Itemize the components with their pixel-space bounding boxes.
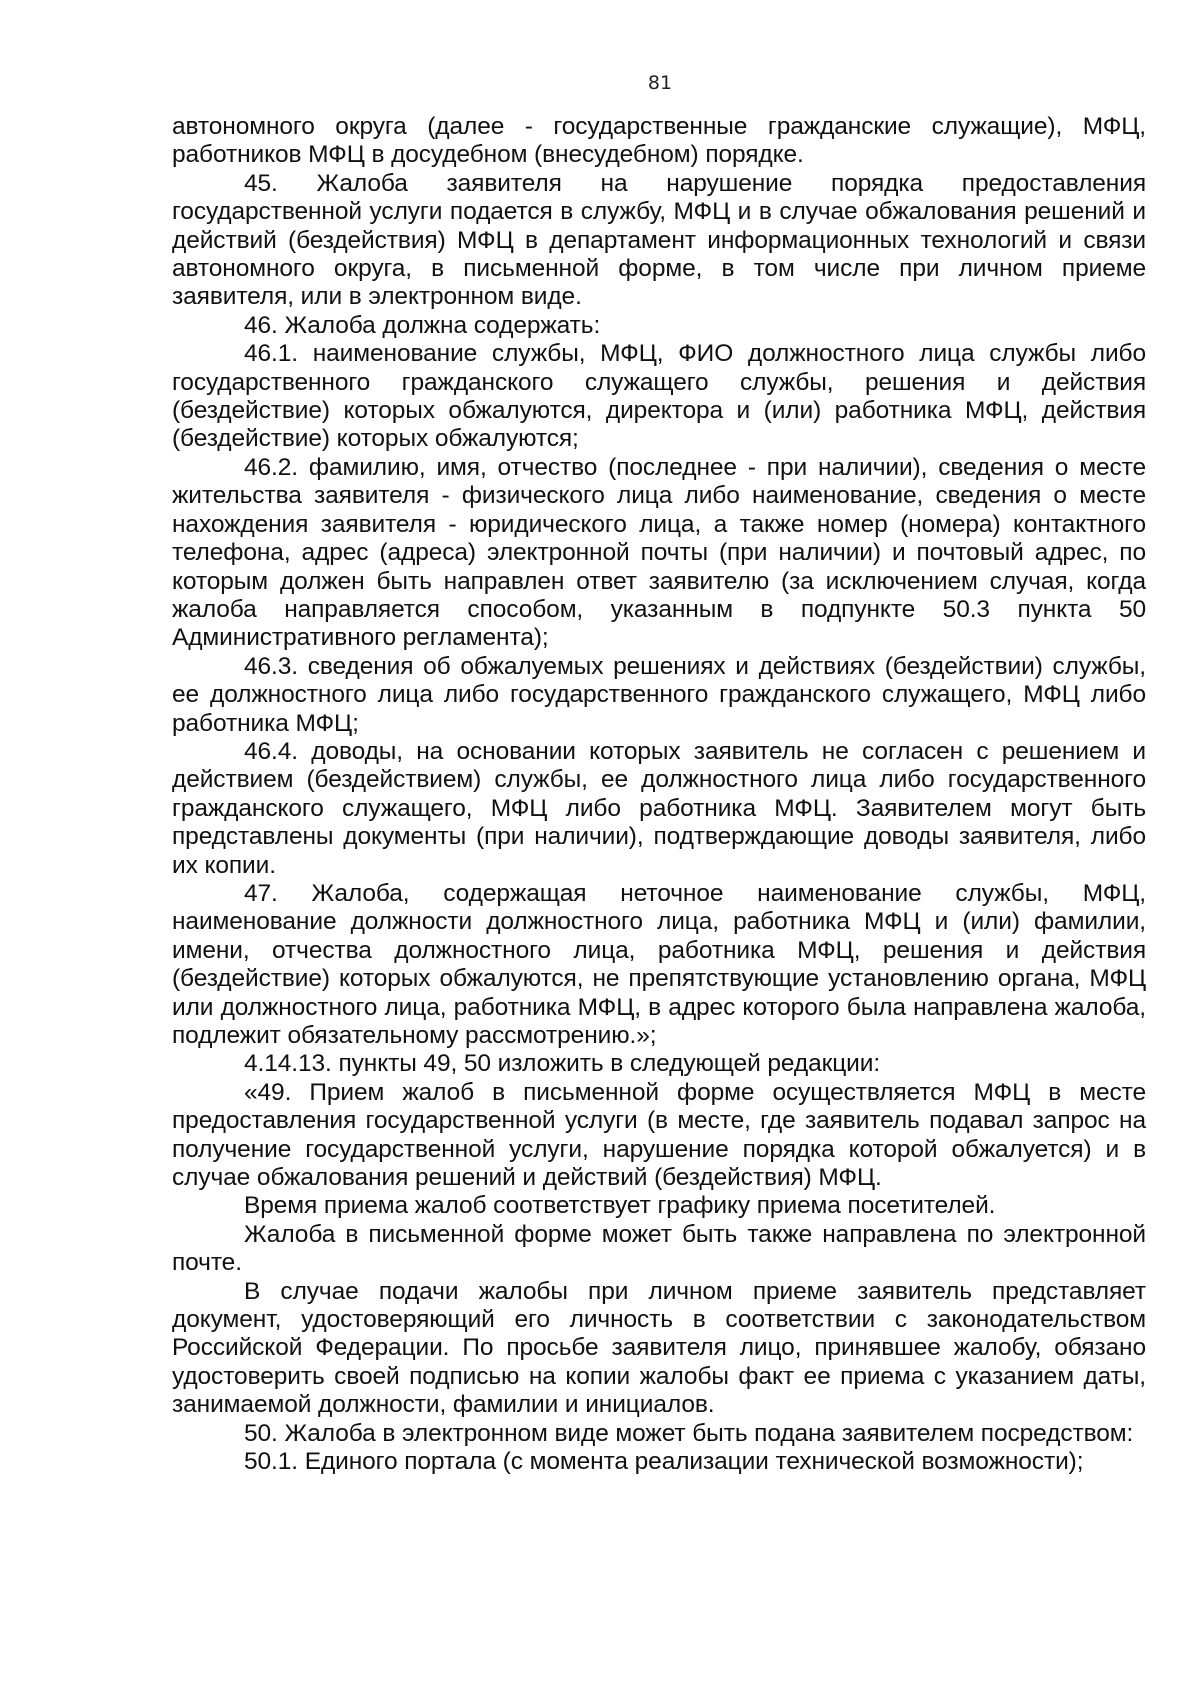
page-number: 81 xyxy=(647,72,673,94)
paragraph-46-1: 46.1. наименование службы, МФЦ, ФИО должностного лица службы либо государственного гражданского служащего службы, решения и действия (бездействие) которых обжалуются, директора и (или) работника МФЦ, действия (бездействие) которых обжалуются; xyxy=(172,340,1146,453)
paragraph-46-3: 46.3. сведения об обжалуемых решениях и действиях (бездействии) службы, ее должностного лица либо государственного гражданского служащего, МФЦ либо работника МФЦ; xyxy=(172,652,1146,737)
paragraph-49-schedule: Время приема жалоб соответствует графику приема посетителей. xyxy=(244,1192,996,1220)
paragraph-47: 47. Жалоба, содержащая неточное наименование службы, МФЦ, наименование должности должностного лица, работника МФЦ и (или) фамилии, имени, отчества должностного лица, работника МФЦ, решения и действия (бездействие) которых обжалуются, не препятствующие установлению органа, МФЦ или должностного лица, работника МФЦ, в адрес которого была направлена жалоба, подлежит обязательному рассмотрению.»; xyxy=(172,879,1146,1049)
document-body xyxy=(172,113,1146,1477)
paragraph-4-14-13: 4.14.13. пункты 49, 50 изложить в следующей редакции: xyxy=(244,1050,881,1078)
paragraph-50-1: 50.1. Единого портала (с момента реализации технической возможности); xyxy=(244,1448,1084,1476)
paragraph-46-4: 46.4. доводы, на основании которых заявитель не согласен с решением и действием (бездействием) службы, ее должностного лица либо государственного гражданского служащего, МФЦ либо работника МФЦ. Заявителем могут быть представлены документы (при наличии), подтверждающие доводы заявителя, либо их копии. xyxy=(172,737,1146,879)
paragraph-49: «49. Прием жалоб в письменной форме осуществляется МФЦ в месте предоставления государственной услуги (в месте, где заявитель подавал запрос на получение государственной услуги, нарушение порядка которой обжалуется) и в случае обжалования решений и действий (бездействия) МФЦ. xyxy=(172,1078,1146,1192)
paragraph-46-2: 46.2. фамилию, имя, отчество (последнее - при наличии), сведения о месте жительства заявителя - физического лица либо наименование, сведения о месте нахождения заявителя - юридического лица, а также номер (номера) контактного телефона, адрес (адреса) электронной почты (при наличии) и почтовый адрес, по которым должен быть направлен ответ заявителю (за исключением случая, когда жалоба направляется способом, указанным в подпункте 50.3 пункта 50 Административного регламента); xyxy=(172,453,1146,652)
paragraph-49-email: Жалоба в письменной форме может быть также направлена по электронной почте. xyxy=(172,1220,1146,1277)
paragraph-45: 45. Жалоба заявителя на нарушение порядка предоставления государственной услуги подается в службу, МФЦ и в случае обжалования решений и действий (бездействия) МФЦ в департамент информационных технологий и связи автономного округа, в письменной форме, в том числе при личном приеме заявителя, или в электронном виде. xyxy=(172,169,1146,311)
paragraph-continuation: автономного округа (далее - государственные гражданские служащие), МФЦ, работников МФЦ в досудебном (внесудебном) порядке. xyxy=(172,113,1146,169)
paragraph-50: 50. Жалоба в электронном виде может быть подана заявителем посредством: xyxy=(244,1419,1134,1447)
paragraph-49-personal: В случае подачи жалобы при личном приеме заявитель представляет документ, удостоверяющий его личность в соответствии с законодательством Российской Федерации. По просьбе заявителя лицо, принявшее жалобу, обязано удостоверить своей подписью на копии жалобы факт ее приема с указанием даты, занимаемой должности, фамилии и инициалов. xyxy=(172,1277,1146,1419)
paragraph-46: 46. Жалоба должна содержать: xyxy=(244,311,601,339)
